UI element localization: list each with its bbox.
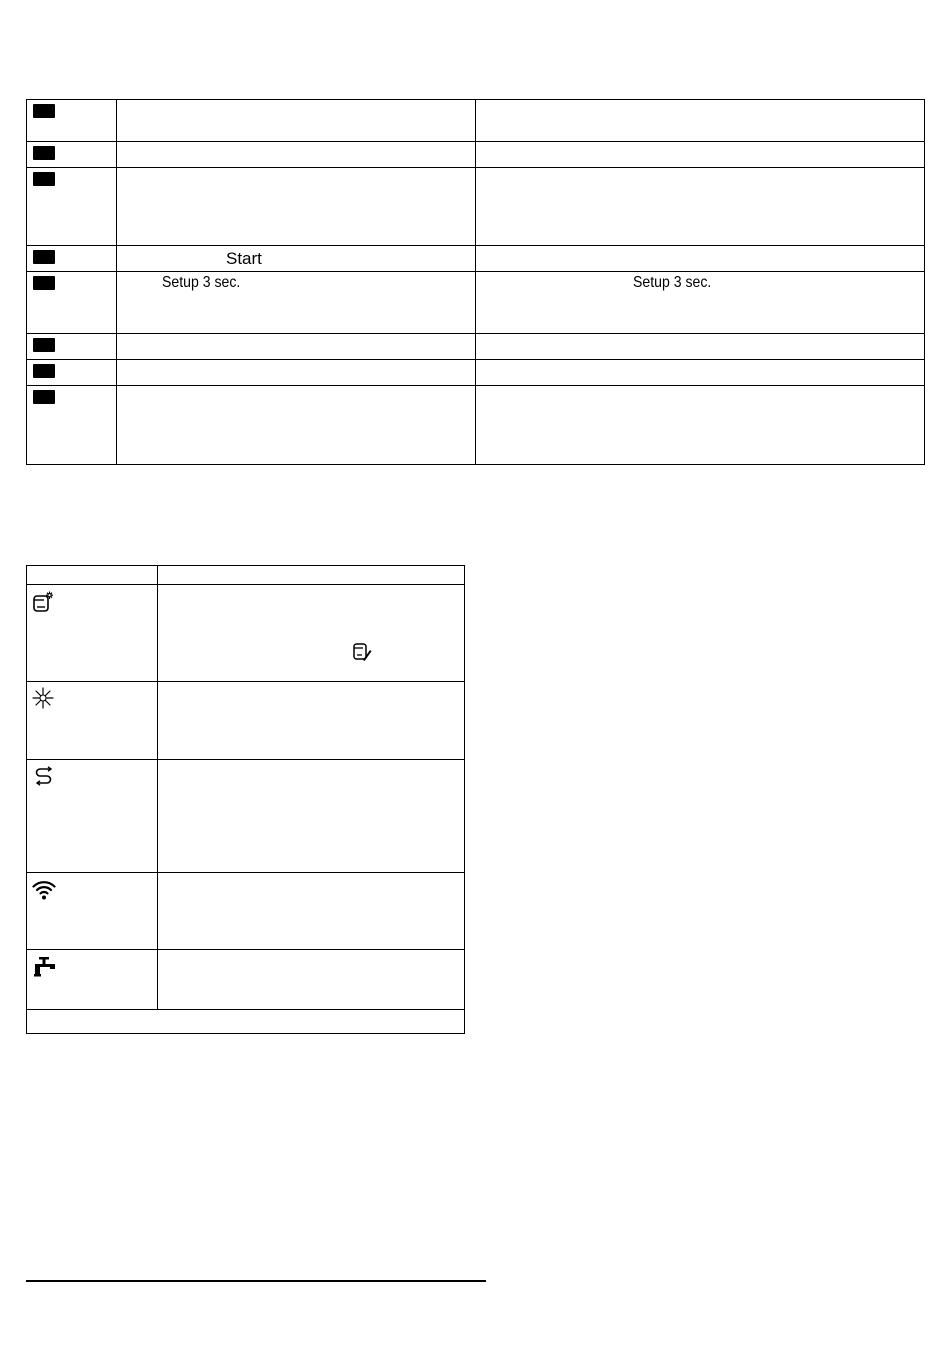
row-number-badge (33, 338, 55, 352)
setting-cell (117, 386, 476, 465)
meaning-cell (158, 585, 465, 682)
table-row (27, 360, 925, 386)
setup-button-label: Setup 3 sec. (633, 274, 712, 291)
table-row (27, 585, 465, 682)
water-tap-icon (32, 955, 56, 979)
meaning-cell (158, 950, 465, 1010)
dishwasher-edit-icon (352, 642, 372, 662)
indicator-table (26, 565, 465, 1034)
row-number-cell (27, 360, 117, 386)
footer-cell (27, 1010, 465, 1034)
row-number-cell (27, 142, 117, 168)
icon-cell (27, 950, 158, 1010)
footnote-divider (26, 1280, 486, 1282)
setting-cell (117, 360, 476, 386)
table-footer-row (27, 1010, 465, 1034)
row-number-cell (27, 100, 117, 142)
setting-cell (117, 168, 476, 246)
start-button-label: Start (226, 249, 262, 268)
rinse-aid-sparkle-icon (32, 687, 56, 711)
setting-cell (117, 246, 476, 272)
settings-table (26, 99, 925, 465)
row-number-cell (27, 386, 117, 465)
icon-cell (27, 682, 158, 760)
table-row (27, 873, 465, 950)
description-cell (476, 386, 925, 465)
table-row (27, 246, 925, 272)
header-cell-symbol (27, 566, 158, 585)
description-cell (476, 334, 925, 360)
dishwasher-care-icon (32, 590, 56, 614)
description-cell (476, 168, 925, 246)
table-row (27, 168, 925, 246)
row-number-badge (33, 172, 55, 186)
row-number-badge (33, 390, 55, 404)
icon-cell (27, 760, 158, 873)
setting-cell (117, 334, 476, 360)
row-number-badge (33, 364, 55, 378)
setting-cell (117, 272, 476, 334)
table-row (27, 334, 925, 360)
setting-cell (117, 142, 476, 168)
table-row (27, 950, 465, 1010)
table-row (27, 100, 925, 142)
row-number-cell (27, 334, 117, 360)
icon-cell (27, 873, 158, 950)
row-number-badge (33, 104, 55, 118)
row-number-cell (27, 168, 117, 246)
meaning-cell (158, 873, 465, 950)
row-number-badge (33, 250, 55, 264)
salt-regeneration-icon (32, 765, 56, 789)
row-number-badge (33, 146, 55, 160)
header-cell-meaning (158, 566, 465, 585)
description-cell (476, 100, 925, 142)
description-cell (476, 360, 925, 386)
row-number-cell (27, 272, 117, 334)
description-cell (476, 272, 925, 334)
description-cell (476, 142, 925, 168)
setup-button-label: Setup 3 sec. (162, 274, 241, 291)
table-row (27, 760, 465, 873)
icon-cell (27, 585, 158, 682)
setting-cell (117, 100, 476, 142)
table-header-row (27, 566, 465, 585)
row-number-badge (33, 276, 55, 290)
description-cell (476, 246, 925, 272)
meaning-cell (158, 760, 465, 873)
table-row (27, 142, 925, 168)
meaning-cell (158, 682, 465, 760)
table-row (27, 272, 925, 334)
wifi-icon (32, 878, 56, 902)
table-row (27, 386, 925, 465)
row-number-cell (27, 246, 117, 272)
table-row (27, 682, 465, 760)
